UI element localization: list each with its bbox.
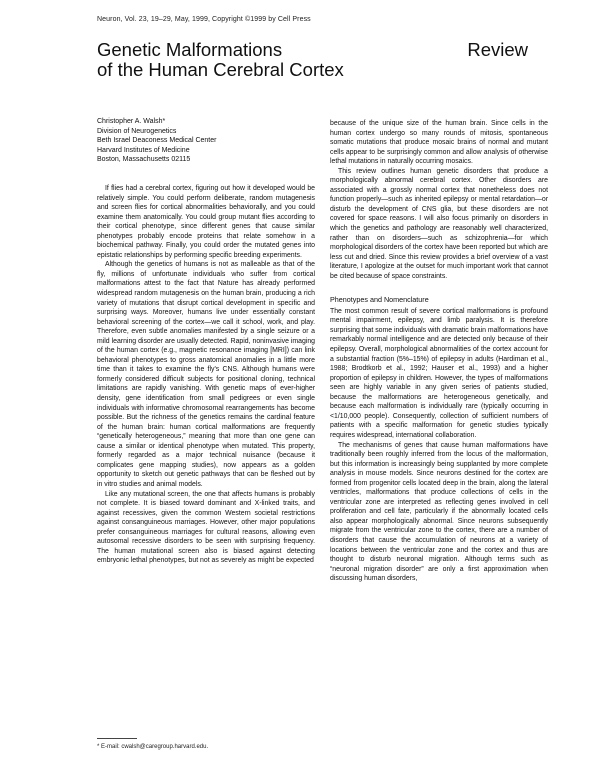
paragraph: The most common result of severe cortical malformations is profound mental impairment, epilepsy, and limb paralysis. It is therefore surprising that some individuals with dramatic brain malformations have remarkably normal intelligence and are detected only because of their epilepsy. Overall, morphological abnormalities of the cortex account for a substantial fraction (5%–15%) of epilepsy in adults (Hardiman et al., 1988; Brodtkorb et al., 1992; Hauser et al., 1993) and a higher proportion of epilepsy in children. However, the types of malformations seen are highly variable in any given series of patients studied, because the malformations are heterogeneous genetically, and because each malformation is individually rare (typically occurring in <1/10,000 people). Consequently, collection of sufficient numbers of patients with a specific malformation for genetic studies typically requires widespread, international collaboration. (330, 307, 548, 439)
paragraph: Like any mutational screen, the one that affects humans is probably not complete. It is biased toward dominant and X-linked traits, and against recessives, given the common Western societal restrictions against consanguineous marriages. However, other major populations prefer consanguineous marriages for cultural reasons, allowing even autosomal recessive disorders to be seen with surprising frequency. The human mutational screen also is biased against detecting embryonic lethal phenotypes, but not as severely as might be expected (97, 490, 315, 565)
affiliation-institute: Harvard Institutes of Medicine (97, 146, 190, 154)
article-title (97, 40, 344, 80)
left-column (97, 184, 315, 566)
paragraph: The mechanisms of genes that cause human malformations have traditionally been roughly inferred from the locus of the malformation, but this information is increasingly being supplanted by more complete analysis in mouse models. Since neurons destined for the cortex are formed from progenitor cells located deep in the brain, along the lateral ventricles, malformations that produce collections of cells in the ventricular zone are interpreted as reflecting genes involved in cell proliferation and cell fate, particularly if the abnormally located cells also appear morphologically abnormal. Since neurons subsequently migrate from the ventricular zone to the cortex, there are a number of disorders that cause the accumulation of neurons at a variety of locations between the ventricular zone and the cortex and thus are thought to disturb neuronal migration. Although terms such as “neuronal migration disorder” are only a first approximation when discussing human disorders, (330, 441, 548, 583)
author-name: Christopher A. Walsh* (97, 118, 166, 125)
paragraph: because of the unique size of the human brain. Since cells in the human cortex undergo so many rounds of mitosis, spontaneous somatic mutations that produce mosaic brains of normal and mutant cells appear to be surprisingly common and allow analysis of otherwise lethal mutations in naturally occurring mosaics. (330, 120, 548, 166)
title-line-2: of the Human Cerebral Cortex (97, 59, 344, 80)
section-label: Review (467, 39, 528, 60)
footnote: * E-mail: cwalsh@caregroup.harvard.edu. (97, 744, 209, 750)
affiliation-division: Division of Neurogenetics (97, 127, 177, 135)
journal-header: Neuron, Vol. 23, 19–29, May, 1999, Copyright ©1999 by Cell Press (97, 16, 311, 23)
spacer (330, 281, 548, 288)
paragraph: If flies had a cerebral cortex, figuring out how it developed would be relatively simple. You could perform deliberate, random mutagenesis and screen flies for cortical abnormalities behaviorally, and you could examine them anatomically. You could group mutant flies according to their cortical phenotype, since different genes that cause similar phenotypes probably encode proteins that relate somehow in a biochemical pathway. Finally, you could order the mutated genes into epistatic relationships by performing specific breeding experiments. (97, 185, 315, 259)
footnote-rule (97, 738, 137, 739)
section-subheading: Phenotypes and Nomenclature (330, 295, 429, 305)
paragraph: This review outlines human genetic disorders that produce a morphologically abnormal cerebral cortex. Other disorders are associated with a grossly normal cortex that nonetheless does not function properly—such as inherited epilepsy or mental retardation—or disturb the development of CNS glia, but these disorders are not covered for space reasons. I will also focus primarily on disorders in which the genetics and pathology are reasonably well characterized, rather than on disorders—such as schizophrenia—for which morphological disorders of the cortex have been reported but which are less cut and dried. Since this review provides a brief overview of a vast literature, I apologize at the outset for much important work that cannot be cited because of space constraints. (330, 167, 548, 280)
affiliation-city: Boston, Massachusetts 02115 (97, 156, 191, 164)
author-affiliation (97, 117, 216, 165)
affiliation-center: Beth Israel Deaconess Medical Center (97, 137, 217, 145)
title-line-1: Genetic Malformations (97, 39, 283, 60)
right-column (330, 119, 548, 584)
paragraph: Although the genetics of humans is not as malleable as that of the fly, millions of unfortunate individuals who suffer from cortical malformations attest to the fact that Nature has already performed widespread random mutagenesis on the human brain, producing a rich variety of mutations that disrupt cortical development in specific and surprising ways. Moreover, humans live under essentially constant behavioral screening of the cortex—we call it school, work, and play. Therefore, even subtle anomalies manifested by a single seizure or a mild learning disorder are usually detected. Rapid, noninvasive imaging of the human cortex (e.g., magnetic resonance imaging [MRI]) can link behavioral phenotypes to gross anatomical anomalies in a little more time than it takes to examine the fly's CNS. Although humans were formerly considered difficult subjects for positional cloning, technical limitations are rapidly vanishing. With genetic maps of ever-higher density, gene identification from small pedigrees or even single individuals with informative chromosomal rearrangements has become possible. But the richness of the genetics remains the cardinal feature of the human brain: human cortical malformations are frequently “genetically heterogeneous,” meaning that more than one gene can cause a similar or identical phenotype when mutated. This property, formerly regarded as a major technical nuisance (because it complicates gene mapping studies), now appears as a golden opportunity to sketch out genetic pathways that can be fleshed out by in vitro studies and animal models. (97, 261, 315, 488)
